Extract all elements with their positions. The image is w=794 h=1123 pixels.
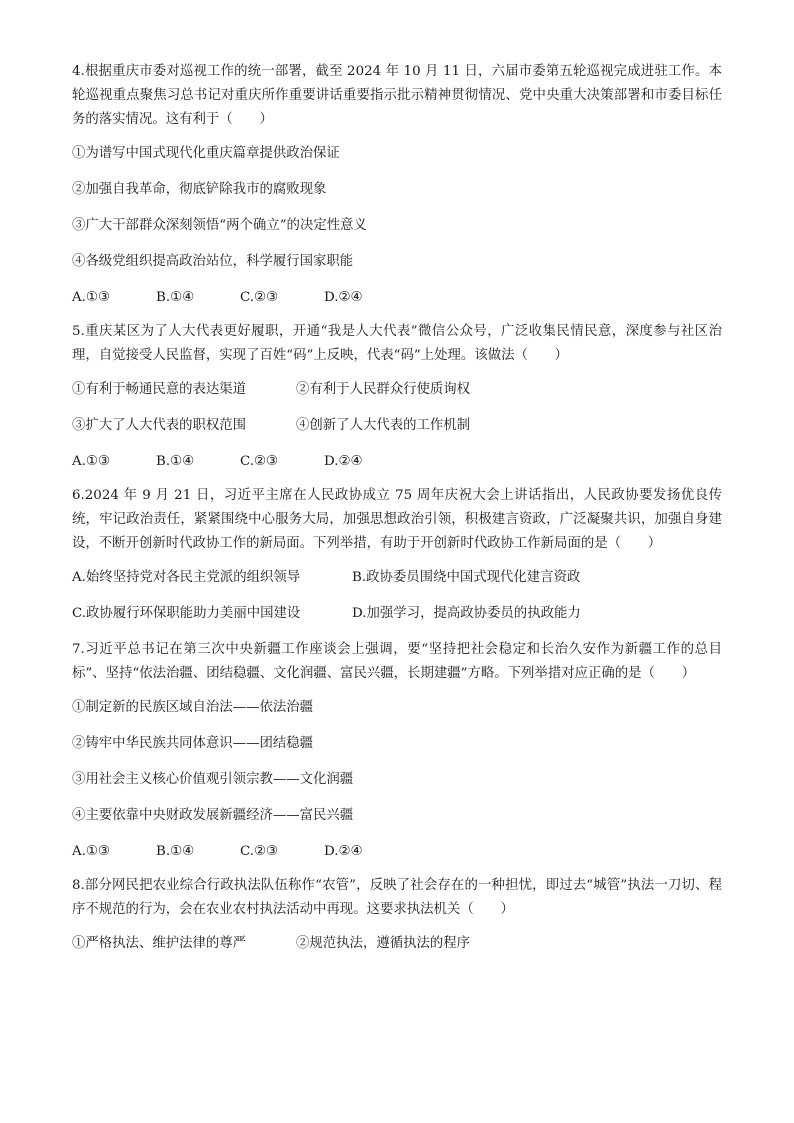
question-5-option-1: ①有利于畅通民意的表达渠道 [72,382,247,397]
question-5-choice-c: C.②③ [240,454,279,469]
question-7-option-1: ①制定新的民族区域自治法——依法治疆 [72,700,314,715]
question-4-stem: 4.根据重庆市委对巡视工作的统一部署，截至 2024 年 10 月 11 日，六届市委第五轮巡视完成进驻工作。本轮巡视重点聚焦习总书记对重庆所作重要讲话重要指示批示精神贯彻情况、党中央重大决策部署和市委目标任务的落实情况。这有利于（ ） [72,64,722,127]
question-8-option-1: ①严格执法、维护法律的尊严 [72,936,247,951]
question-4-choice-c: C.②③ [240,290,279,305]
question-8-option-row-1 [72,932,722,956]
question-5-option-row-1 [72,378,722,402]
question-7-option-3: ③用社会主义核心价值观引领宗教——文化润疆 [72,772,354,787]
question-4-choice-a: A.①③ [72,290,110,305]
question-5-choices [72,450,722,474]
question-6-option-row-1 [72,566,722,590]
question-8-stem: 8.部分网民把农业综合行政执法队伍称作“农管”，反映了社会存在的一种担忧，即过去“城管”执法一刀切、程序不规范的行为，会在农业农村执法活动中再现。这要求执法机关（ ） [72,878,722,917]
question-5-choice-a: A.①③ [72,454,110,469]
question-7-choices [72,840,722,864]
question-4-option-4: ④各级党组织提高政治站位，科学履行国家职能 [72,254,354,269]
question-8-option-2: ②规范执法，遵循执法的程序 [296,936,471,951]
question-7-option-4: ④主要依靠中央财政发展新疆经济——富民兴疆 [72,808,354,823]
question-8 [72,874,722,956]
question-4-choices [72,286,722,310]
question-6-stem: 6.2024 年 9 月 21 日，习近平主席在人民政协成立 75 周年庆祝大会上讲话指出，人民政协要发扬优良传统，牢记政治责任，紧紧围绕中心服务大局，加强思想政治引领，积极建言资政，广泛凝聚共识，加强自身建设，不断开创新时代政协工作的新局面。下列举措，有助于开创新时代政协工作新局面的是（ ） [72,488,722,551]
question-5-option-3: ③扩大了人大代表的职权范围 [72,418,247,433]
question-5-option-2: ②有利于人民群众行使质询权 [296,382,471,397]
question-7-choice-d: D.②④ [324,844,363,859]
question-7-option-2: ②铸牢中华民族共同体意识——团结稳疆 [72,736,314,751]
question-5-choice-d: D.②④ [324,454,363,469]
question-6 [72,484,722,626]
question-4-option-1: ①为谱写中国式现代化重庆篇章提供政治保证 [72,146,340,161]
question-5-option-4: ④创新了人大代表的工作机制 [296,418,471,433]
question-4-choice-d: D.②④ [324,290,363,305]
question-6-choice-b: B.政协委员围绕中国式现代化建言资政 [352,570,581,585]
question-6-choice-d: D.加强学习，提高政协委员的执政能力 [352,606,581,621]
question-6-option-row-2 [72,602,722,626]
question-5-choice-b: B.①④ [156,454,195,469]
question-6-choice-a: A.始终坚持党对各民主党派的组织领导 [72,570,301,585]
question-4-option-2: ②加强自我革命，彻底铲除我市的腐败现象 [72,182,327,197]
exam-page [72,60,722,968]
question-7 [72,638,722,864]
question-4-option-3: ③广大干部群众深刻领悟“两个确立”的决定性意义 [72,218,367,233]
question-4 [72,60,722,310]
question-7-choice-a: A.①③ [72,844,110,859]
question-6-choice-c: C.政协履行环保职能助力美丽中国建设 [72,606,301,621]
question-5-option-row-2 [72,414,722,438]
question-7-choice-b: B.①④ [156,844,195,859]
question-5 [72,320,722,474]
question-7-stem: 7.习近平总书记在第三次中央新疆工作座谈会上强调，要“坚持把社会稳定和长治久安作为新疆工作的总目标”、坚持“依法治疆、团结稳疆、文化润疆、富民兴疆，长期建疆”方略。下列举措对应正确的是（ ） [72,642,722,681]
question-5-stem: 5.重庆某区为了人大代表更好履职，开通“我是人大代表”微信公众号，广泛收集民情民意，深度参与社区治理，自觉接受人民监督，实现了百姓“码”上反映，代表“码”上处理。该做法（ ） [72,324,722,363]
question-7-choice-c: C.②③ [240,844,279,859]
question-4-choice-b: B.①④ [156,290,195,305]
